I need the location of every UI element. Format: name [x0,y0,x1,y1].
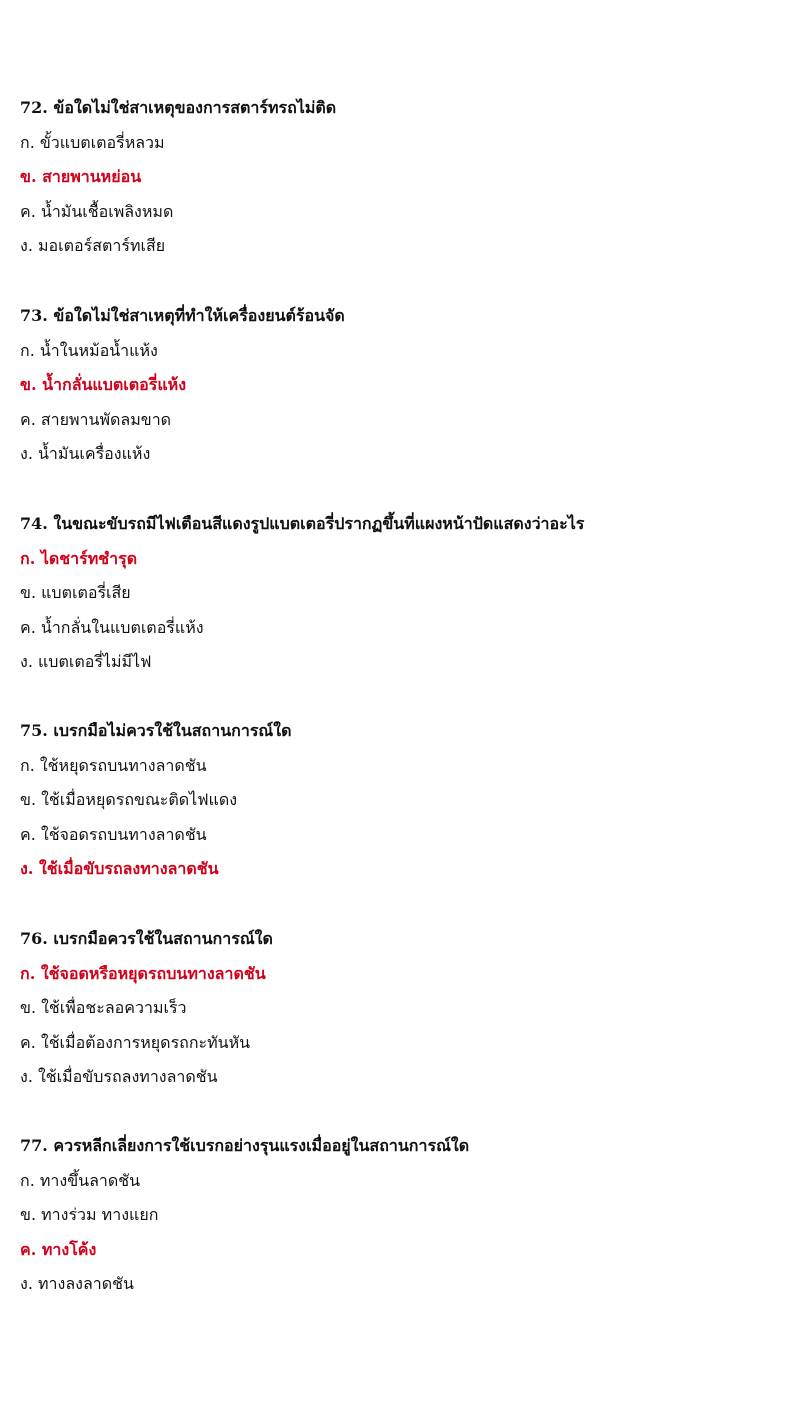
choice-b: ข. แบตเตอรี่เสีย [20,583,131,602]
choice-c: ค. ใช้เมื่อต้องการหยุดรถกะทันหัน [20,1032,251,1052]
choice-b: ข. ทางร่วม ทางแยก [20,1205,159,1224]
choice-d: ง. แบตเตอรี่ไม่มีไฟ [20,652,152,671]
choice-d-correct-answer: ง. ใช้เมื่อขับรถลงทางลาดชัน [20,859,219,878]
question-74 [20,514,780,672]
question-76 [20,929,780,1087]
question-72 [20,98,780,256]
choice-b: ข. ใช้เพื่อชะลอความเร็ว [20,998,187,1017]
question-title: 73. ข้อใดไม่ใช่สาเหตุที่ทำให้เครื่องยนต์ร้อนจัด [20,306,345,325]
question-title: 72. ข้อใดไม่ใช่สาเหตุของการสตาร์ทรถไม่ติด [20,98,337,117]
choice-c: ค. สายพานพัดลมขาด [20,409,172,429]
choice-a: ก. น้ำในหม้อน้ำแห้ง [20,340,158,360]
choice-d: ง. ใช้เมื่อขับรถลงทางลาดชัน [20,1067,218,1086]
choice-b: ข. ใช้เมื่อหยุดรถขณะติดไฟแดง [20,790,238,809]
question-77 [20,1136,780,1294]
choice-b-correct-answer: ข. สายพานหย่อน [20,167,142,186]
choice-b-correct-answer: ข. น้ำกลั่นแบตเตอรี่แห้ง [20,375,187,394]
question-title: 77. ควรหลีกเลี่ยงการใช้เบรกอย่างรุนแรงเมื่ออยู่ในสถานการณ์ใด [20,1136,470,1155]
choice-c: ค. น้ำมันเชื้อเพลิงหมด [20,201,174,221]
question-title: 74. ในขณะขับรถมีไฟเตือนสีแดงรูปแบตเตอรี่ปรากฏขึ้นที่แผงหน้าปัดแสดงว่าอะไร [20,514,585,533]
choice-c-correct-answer: ค. ทางโค้ง [20,1239,97,1259]
choice-c: ค. น้ำกลั่นในแบตเตอรี่แห้ง [20,617,204,637]
choice-d: ง. น้ำมันเครื่องแห้ง [20,444,151,463]
choice-c: ค. ใช้จอดรถบนทางลาดชัน [20,824,207,844]
choice-a: ก. ใช้หยุดรถบนทางลาดชัน [20,755,207,775]
question-title: 75. เบรกมือไม่ควรใช้ในสถานการณ์ใด [20,721,292,740]
choice-a: ก. ทางขึ้นลาดชัน [20,1170,141,1190]
choice-a: ก. ขั้วแบตเตอรี่หลวม [20,132,165,152]
question-title: 76. เบรกมือควรใช้ในสถานการณ์ใด [20,929,273,948]
question-73 [20,306,780,464]
question-75 [20,721,780,879]
choice-d: ง. มอเตอร์สตาร์ทเสีย [20,236,166,255]
choice-a-correct-answer: ก. ไดชาร์ทชำรุด [20,548,138,568]
choice-d: ง. ทางลงลาดชัน [20,1274,134,1293]
choice-a-correct-answer: ก. ใช้จอดหรือหยุดรถบนทางลาดชัน [20,963,266,983]
